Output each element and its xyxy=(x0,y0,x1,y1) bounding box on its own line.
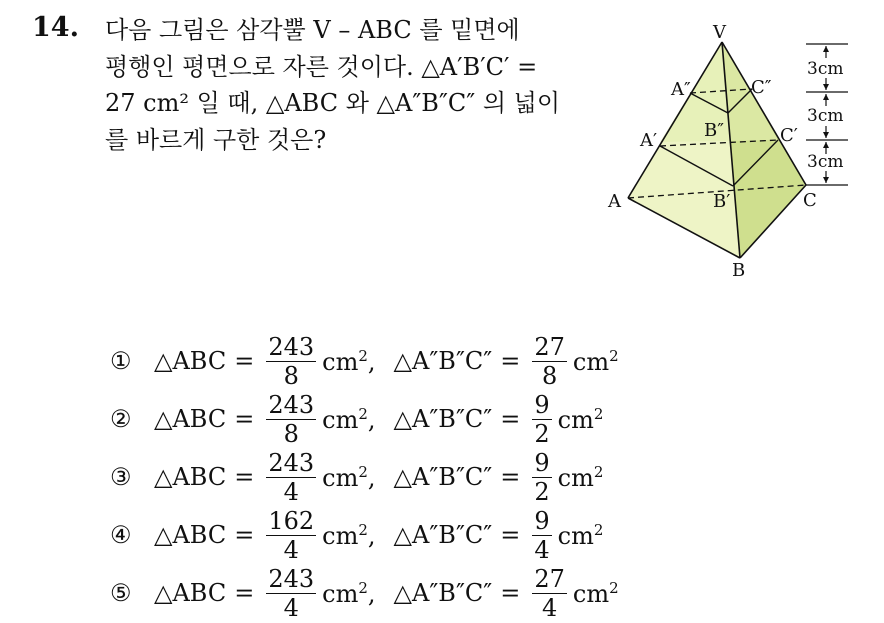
triangle-abc: △ABC xyxy=(154,463,227,491)
triangle-section: △A″B″C″ xyxy=(393,347,493,375)
triangle-abc: △ABC xyxy=(154,579,227,607)
triangle-section: △A″B″C″ xyxy=(393,579,493,607)
fraction: $\frac{243}{4}$ xyxy=(268,564,315,622)
choice-1[interactable]: ① △ABC = $\frac{243}{8}$ $cm^2$, △A″B″C″ = $\frac{27}{8}$ $cm^2$ xyxy=(110,332,619,390)
fraction: $\frac{243}{8}$ xyxy=(268,332,315,390)
label-c: C xyxy=(803,190,817,211)
pyramid-figure xyxy=(600,18,860,283)
dimension-label-1: 3cm xyxy=(807,59,844,79)
choice-marker: ④ xyxy=(110,521,132,549)
question-text xyxy=(105,12,590,158)
unit: $cm^2$, xyxy=(322,462,376,492)
unit: $cm^2$ xyxy=(572,578,619,608)
choice-marker: ② xyxy=(110,405,132,433)
question-line-1: 다음 그림은 삼각뿔 V – ABC 를 밑면에 xyxy=(105,16,520,44)
question-line-2: 평행인 평면으로 자른 것이다. △A′B′C′ = xyxy=(105,52,538,81)
fraction: $\frac{27}{4}$ xyxy=(534,564,565,622)
label-b: B xyxy=(732,260,746,281)
unit: $cm^2$, xyxy=(322,578,376,608)
choice-5[interactable]: ⑤ △ABC = $\frac{243}{4}$ $cm^2$, △A″B″C″ = $\frac{27}{4}$ $cm^2$ xyxy=(110,564,619,622)
label-v: V xyxy=(713,22,726,43)
label-b-double-prime: B″ xyxy=(704,120,724,141)
unit: $cm^2$, xyxy=(322,404,376,434)
fraction: $\frac{243}{8}$ xyxy=(268,390,315,448)
unit: $cm^2$, xyxy=(322,346,376,376)
choice-3[interactable]: ③ △ABC = $\frac{243}{4}$ $cm^2$, △A″B″C″ = $\frac{9}{2}$ $cm^2$ xyxy=(110,448,604,506)
triangle-section: △A″B″C″ xyxy=(393,463,493,491)
unit: $cm^2$ xyxy=(557,520,604,550)
dimension-label-2: 3cm xyxy=(807,106,844,126)
choice-marker: ⑤ xyxy=(110,579,132,607)
fraction: $\frac{9}{4}$ xyxy=(534,506,550,564)
choice-marker: ① xyxy=(110,347,132,375)
choice-marker: ③ xyxy=(110,463,132,491)
question-line-3: 27 cm² 일 때, △ABC 와 △A″B″C″ 의 넓이 xyxy=(105,89,561,117)
choice-2[interactable]: ② △ABC = $\frac{243}{8}$ $cm^2$, △A″B″C″ = $\frac{9}{2}$ $cm^2$ xyxy=(110,390,604,448)
dimension-label-3: 3cm xyxy=(807,152,844,172)
choice-4[interactable]: ④ △ABC = $\frac{162}{4}$ $cm^2$, △A″B″C″ = $\frac{9}{4}$ $cm^2$ xyxy=(110,506,604,564)
triangle-abc: △ABC xyxy=(154,405,227,433)
label-a-double-prime: A″ xyxy=(671,79,691,100)
label-a-prime: A′ xyxy=(640,130,658,151)
triangle-abc: △ABC xyxy=(154,521,227,549)
fraction: $\frac{162}{4}$ xyxy=(268,506,315,564)
label-c-double-prime: C″ xyxy=(751,77,772,98)
label-c-prime: C′ xyxy=(780,125,798,146)
unit: $cm^2$ xyxy=(557,404,604,434)
question-number: 14. xyxy=(32,12,79,43)
triangle-section: △A″B″C″ xyxy=(393,405,493,433)
fraction: $\frac{243}{4}$ xyxy=(268,448,315,506)
label-b-prime: B′ xyxy=(713,191,731,212)
label-a: A xyxy=(608,191,621,212)
unit: $cm^2$ xyxy=(572,346,619,376)
answer-choices xyxy=(110,332,619,622)
unit: $cm^2$, xyxy=(322,520,376,550)
fraction: $\frac{9}{2}$ xyxy=(534,448,550,506)
fraction: $\frac{27}{8}$ xyxy=(534,332,565,390)
triangle-section: △A″B″C″ xyxy=(393,521,493,549)
unit: $cm^2$ xyxy=(557,462,604,492)
fraction: $\frac{9}{2}$ xyxy=(534,390,550,448)
question-line-4: 를 바르게 구한 것은? xyxy=(105,125,327,154)
triangle-abc: △ABC xyxy=(154,347,227,375)
